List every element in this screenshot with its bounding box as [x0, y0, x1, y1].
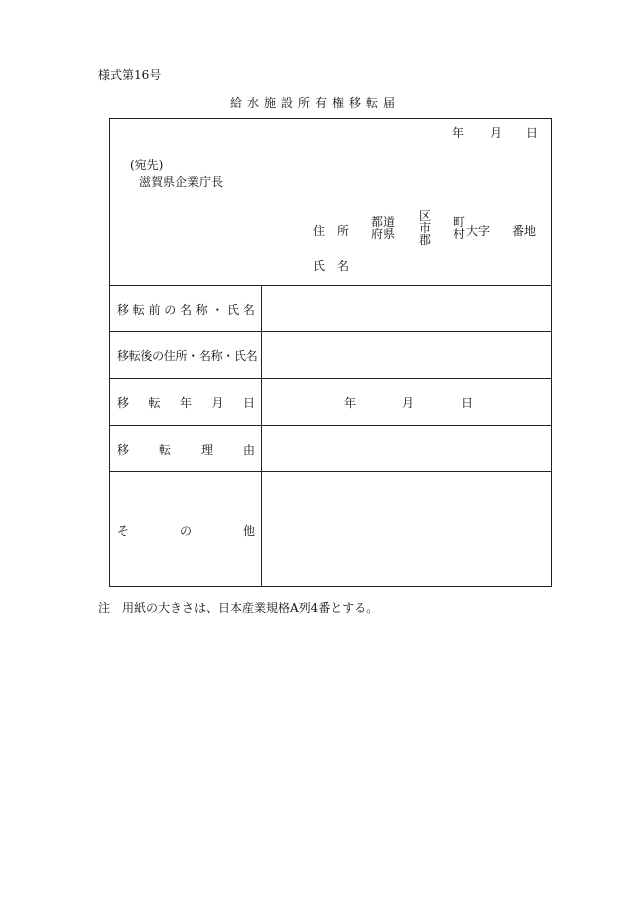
oaza-label: 大字 — [466, 224, 491, 238]
header-date-month: 月 — [490, 126, 503, 140]
form-table — [109, 118, 552, 587]
form-number: 様式第16号 — [98, 68, 162, 82]
transfer-date-month: 月 — [402, 396, 415, 410]
header-date-year: 年 — [452, 126, 465, 140]
name-label: 氏 名 — [313, 259, 350, 273]
addressee-prefix: (宛先) — [130, 158, 164, 172]
transfer-reason-label: 移 転 理 由 — [117, 443, 255, 457]
before-name-label: 移 転 前 の 名 称 ・ 氏 名 — [117, 303, 255, 317]
shi-label: 市 — [419, 221, 432, 235]
transfer-reason-value[interactable] — [262, 426, 551, 471]
banchi-label: 番地 — [512, 224, 537, 238]
prefecture-line-1: 都道 — [371, 215, 396, 229]
transfer-date-label: 移 転 年 月 日 — [117, 396, 255, 410]
transfer-date-year: 年 — [344, 396, 357, 410]
before-name-value[interactable] — [262, 286, 551, 331]
transfer-date-day: 日 — [461, 396, 474, 410]
footnote: 注 用紙の大きさは、日本産業規格A列4番とする。 — [98, 601, 379, 615]
cho-label: 町 — [453, 215, 466, 229]
prefecture-line-2: 府県 — [371, 227, 396, 241]
other-label: そ の 他 — [117, 524, 255, 538]
prefecture-stack — [371, 216, 395, 240]
ku-label: 区 — [419, 209, 432, 223]
ward-city-county-stack — [419, 210, 431, 246]
row-divider — [110, 378, 551, 379]
addressee: 滋賀県企業庁長 — [139, 175, 224, 189]
address-label: 住 所 — [313, 224, 350, 238]
document-title: 給水施設所有権移転届 — [229, 96, 400, 110]
other-value[interactable] — [262, 472, 551, 586]
gun-label: 郡 — [419, 233, 432, 247]
town-village-stack — [453, 216, 465, 240]
header-date-day: 日 — [526, 126, 539, 140]
son-label: 村 — [453, 227, 466, 241]
after-address-value[interactable] — [262, 332, 551, 378]
after-address-label: 移転後の住所・名称・氏名 — [117, 349, 258, 363]
